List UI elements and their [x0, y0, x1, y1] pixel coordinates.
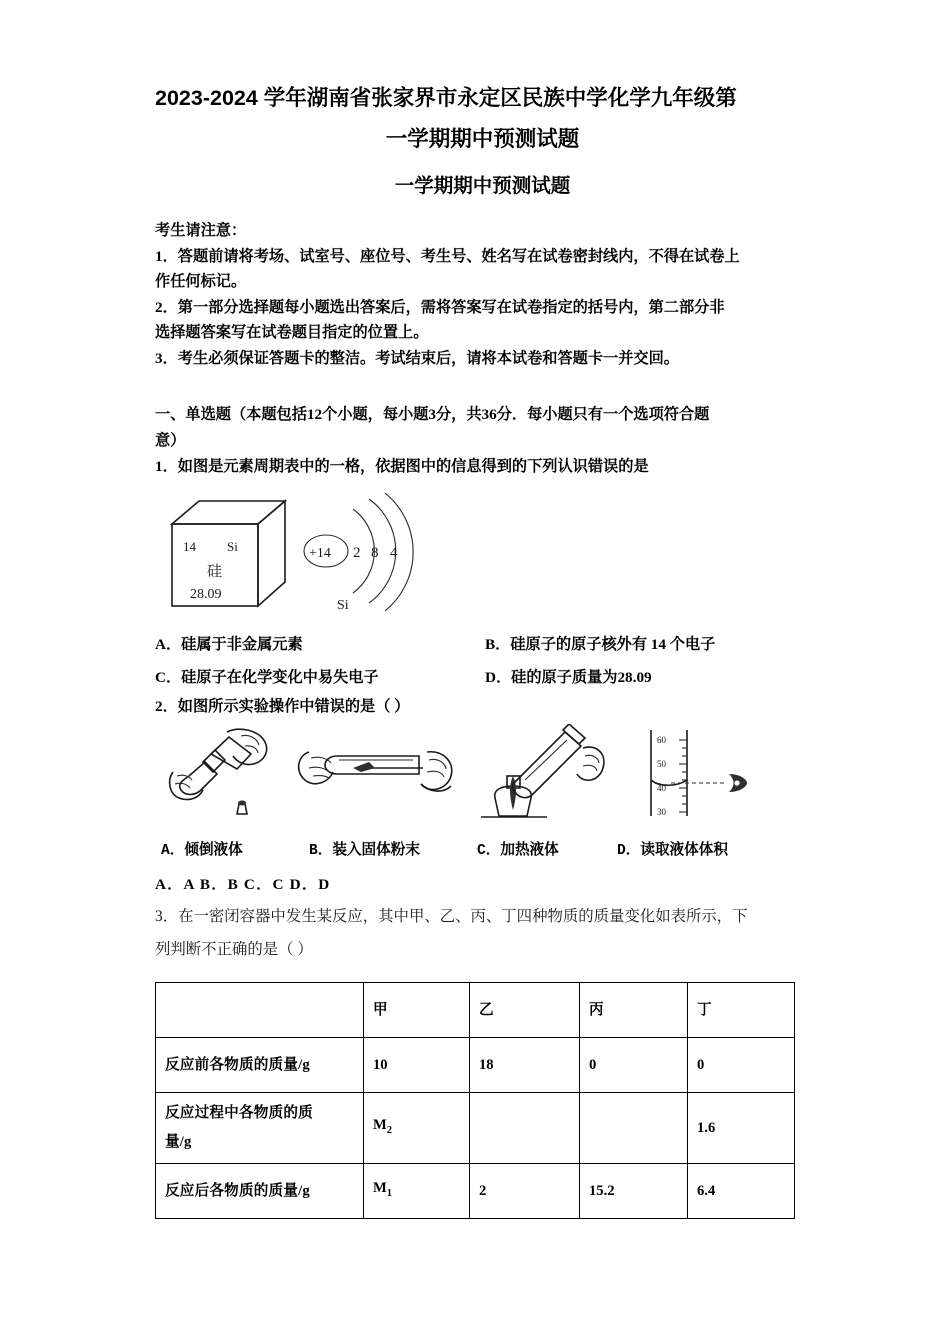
question-2-figure [155, 724, 810, 836]
cell-after-ding: 6.4 [688, 1164, 795, 1219]
row-label-during-reaction [156, 1093, 364, 1164]
table-header-row [156, 983, 795, 1038]
table-header-jia: 甲 [364, 983, 470, 1038]
question-2-stem: 2．如图所示实验操作中错误的是（ ） [155, 698, 410, 715]
notice-item-2-line-1: 2．第一部分选择题每小题选出答案后，需将答案写在试卷指定的括号内，第二部分非 [155, 298, 725, 316]
question-2-label-b: B．装入固体粉末 [309, 843, 420, 859]
question-2-label-a: A．倾倒液体 [161, 843, 243, 859]
table-row [156, 1093, 795, 1164]
cell-during-bing [580, 1093, 688, 1164]
svg-text:硅: 硅 [207, 563, 223, 580]
section-heading-line-2: 意） [155, 432, 186, 449]
candidate-notice [155, 218, 810, 371]
loading-solid-powder-illustration [295, 724, 463, 828]
cylinder-scale-40: 40 [657, 783, 666, 793]
table-header-bing: 丙 [580, 983, 688, 1038]
question-1-stem: 1．如图是元素周期表中的一格，依据图中的信息得到的下列认识错误的是 [155, 458, 649, 475]
cell-before-ding: 0 [688, 1038, 795, 1093]
question-1-option-d[interactable]: D．硅的原子质量为28.09 [485, 669, 652, 686]
notice-item-3: 3．考生必须保证答题卡的整洁。考试结束后，请将本试卷和答题卡一并交回。 [155, 349, 679, 367]
question-2-figure-labels [155, 838, 810, 864]
table-header-yi: 乙 [470, 983, 580, 1038]
notice-item-1-line-2: 作任何标记。 [155, 273, 247, 290]
cylinder-scale-60: 60 [657, 735, 666, 745]
notice-item-1-line-1: 1．答题前请将考场、试室号、座位号、考生号、姓名写在试卷密封线内，不得在试卷上 [155, 247, 740, 265]
mass-change-table [155, 982, 795, 1219]
question-2-label-d: D．读取液体体积 [617, 843, 728, 859]
cell-during-jia-value: M [373, 1117, 387, 1134]
section-heading-line-1: 一、单选题（本题包括12个小题，每小题3分，共36分．每小题只有一个选项符合题 [155, 406, 710, 423]
svg-text:Si: Si [337, 598, 349, 613]
table-row [156, 1164, 795, 1219]
cell-before-bing: 0 [580, 1038, 688, 1093]
svg-text:14: 14 [183, 539, 196, 554]
question-1-options-row-2 [155, 661, 810, 694]
notice-item-2-line-2: 选择题答案写在试卷题目指定的位置上。 [155, 324, 429, 341]
row-label-during-line-2: 量/g [165, 1134, 192, 1150]
question-1-figure [155, 488, 810, 628]
cylinder-scale-50: 50 [657, 759, 666, 769]
notice-heading: 考生请注意： [155, 222, 247, 239]
svg-text:8: 8 [371, 545, 379, 561]
cell-after-yi: 2 [470, 1164, 580, 1219]
svg-text:28.09: 28.09 [190, 587, 222, 602]
cell-after-jia [364, 1164, 470, 1219]
question-2-answer-choices[interactable]: A．A B．B C．C D．D [155, 876, 331, 893]
svg-text:2: 2 [353, 545, 361, 561]
cell-before-yi: 18 [470, 1038, 580, 1093]
cell-after-jia-value: M [373, 1180, 387, 1197]
document-title [155, 78, 810, 160]
question-3-stem-line-1: 3．在一密闭容器中发生某反应，其中甲、乙、丙、丁四种物质的质量变化如表所示，下 [155, 908, 748, 925]
row-label-after-reaction: 反应后各物质的质量/g [156, 1164, 364, 1219]
cell-before-jia: 10 [364, 1038, 470, 1093]
table-header-ding: 丁 [688, 983, 795, 1038]
svg-text:+14: +14 [309, 546, 331, 561]
reading-liquid-volume-illustration [631, 724, 781, 828]
section-one-heading [155, 402, 810, 454]
row-label-during-line-1: 反应过程中各物质的质 [165, 1105, 313, 1121]
document-subtitle: 一学期期中预测试题 [394, 175, 571, 197]
table-corner-cell [156, 983, 364, 1038]
periodic-table-cell-cube [167, 496, 292, 614]
heating-liquid-illustration [473, 724, 613, 828]
cell-during-ding: 1.6 [688, 1093, 795, 1164]
cell-during-jia [364, 1093, 470, 1164]
row-label-before-reaction: 反应前各物质的质量/g [156, 1038, 364, 1093]
cell-during-yi [470, 1093, 580, 1164]
pouring-liquid-illustration [167, 724, 287, 828]
page-content [155, 78, 810, 1219]
question-1-option-c[interactable]: C．硅原子在化学变化中易失电子 [155, 669, 379, 686]
cylinder-scale-30: 30 [657, 807, 666, 817]
cell-after-jia-subscript: 1 [386, 1187, 393, 1199]
title-line-1: 2023-2024 学年湖南省张家界市永定区民族中学化学九年级第 [155, 86, 737, 110]
svg-text:Si: Si [227, 539, 238, 554]
svg-text:4: 4 [390, 545, 398, 561]
question-3-stem-line-2: 列判断不正确的是（ ） [155, 941, 313, 958]
question-1-options-row-1 [155, 628, 810, 661]
question-2-label-c: C．加热液体 [477, 843, 559, 859]
silicon-atom-diagram [295, 493, 445, 621]
cell-during-jia-subscript: 2 [386, 1124, 393, 1136]
cell-after-bing: 15.2 [580, 1164, 688, 1219]
question-1-option-b[interactable]: B．硅原子的原子核外有 14 个电子 [485, 636, 716, 653]
table-row [156, 1038, 795, 1093]
question-1-option-a[interactable]: A．硅属于非金属元素 [155, 636, 303, 653]
title-line-2: 一学期期中预测试题 [385, 127, 580, 151]
